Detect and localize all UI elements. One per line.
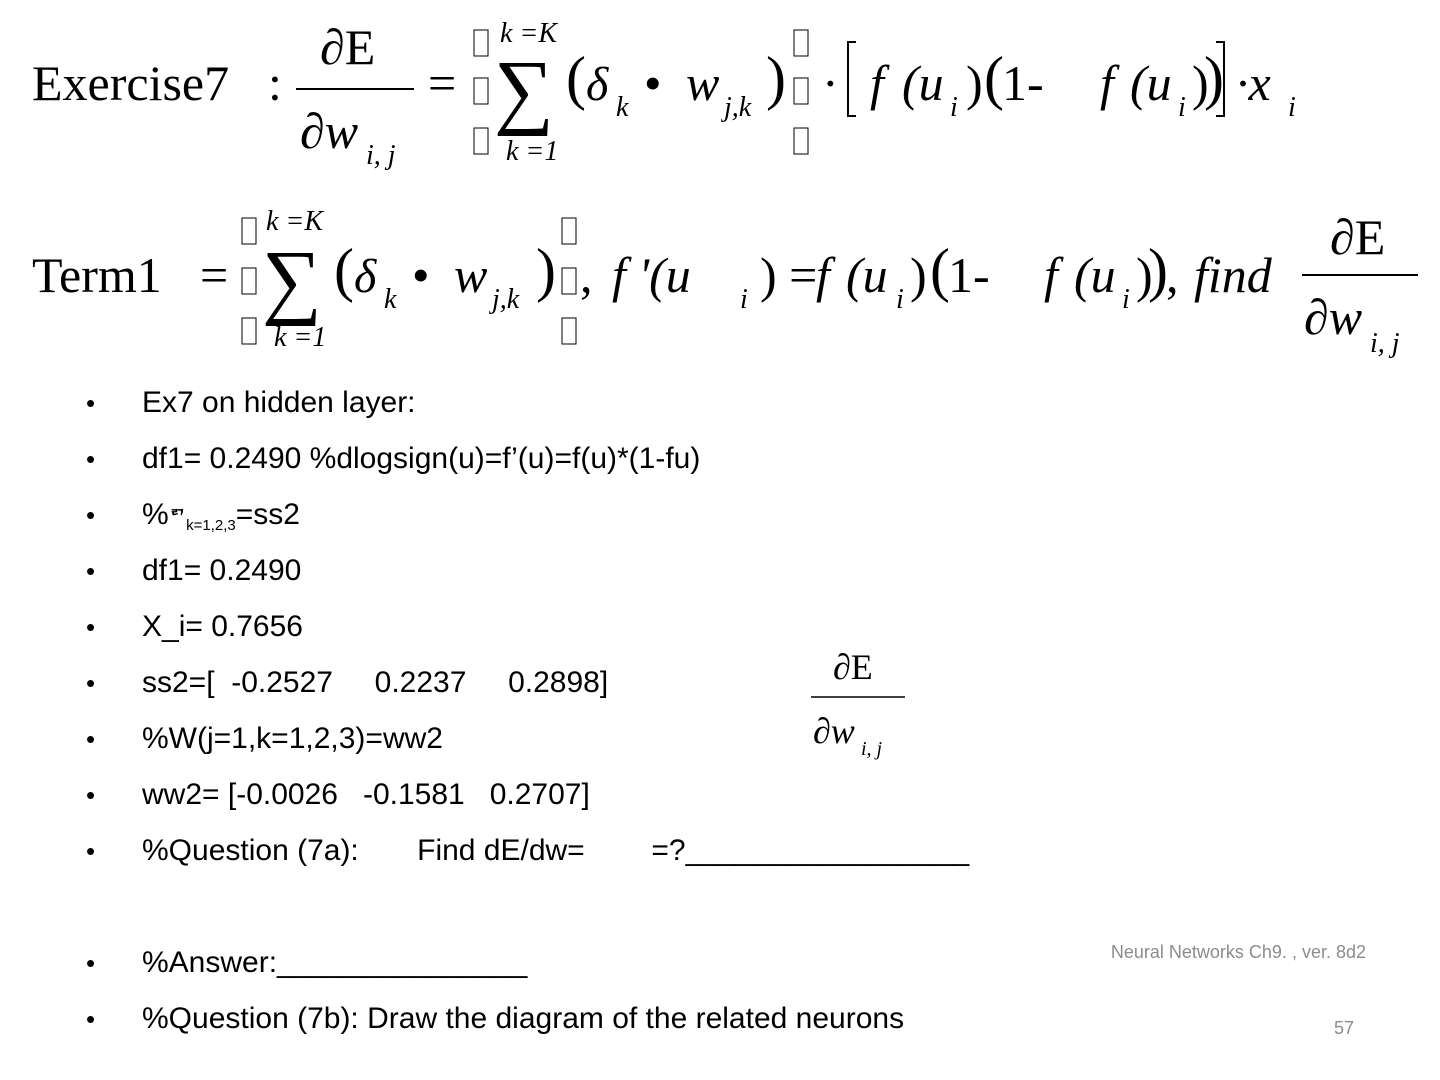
equation-term1	[32, 206, 1418, 359]
list-item: • %Question (7b): Draw the diagram of the related neurons	[80, 991, 969, 1047]
eq1-sum-top: k =K	[500, 18, 557, 49]
eq1-bullet-op: •	[644, 55, 662, 111]
eq1-missing-glyph	[794, 128, 808, 154]
eq1-equals: =	[428, 55, 457, 111]
eq2-close1: )	[910, 247, 927, 303]
eq2-missing-glyph	[562, 218, 576, 244]
bullet-dot: •	[86, 388, 96, 418]
eq2-open-paren2: (	[930, 237, 950, 303]
eq2-fprime: f '(u	[612, 247, 691, 303]
eq2-u1: (u	[846, 247, 888, 303]
eq2-sum-top: k =K	[266, 206, 323, 237]
eq1-u2: (u	[1130, 55, 1172, 111]
eq2-one-minus: 1-	[948, 247, 990, 303]
eq2-u1-sub: i	[896, 284, 904, 315]
eq2-equals: =	[200, 247, 229, 303]
eq1-delta: δ	[586, 58, 609, 111]
eq1-den: ∂w	[300, 103, 359, 159]
eq2-close2: )	[1136, 247, 1153, 303]
bullet-dot: •	[86, 836, 96, 866]
eq1-open-bracket	[848, 42, 856, 116]
eq2-f2: f	[1044, 247, 1058, 303]
eq1-w-sub: j,k	[724, 92, 752, 123]
eq1-u1: (u	[902, 55, 944, 111]
eq1-x-sub: i	[1288, 92, 1296, 123]
eq1-open-paren2: (	[984, 45, 1004, 111]
eq1-missing-glyph	[474, 128, 488, 154]
eq2-den: ∂w	[1304, 289, 1363, 345]
eq1-dot-x: ·x	[1236, 55, 1271, 111]
eq1-f1: f	[870, 55, 884, 111]
eq2-w: w	[454, 247, 488, 303]
eq1-dot1: ·	[822, 55, 839, 111]
eq2-missing-glyph	[242, 268, 256, 294]
eq2-open-paren: (	[334, 237, 354, 303]
list-item: • %Question (7a): Find dE/dw= =?_________________	[80, 823, 969, 879]
eq2-sigma: ∑	[262, 234, 322, 327]
list-item: • ss2=[ -0.2527 0.2237 0.2898]	[80, 655, 969, 711]
list-item: • %W(j=1,k=1,2,3)=ww2	[80, 711, 969, 767]
eq2-delta: δ	[354, 250, 377, 303]
bullet-dot: •	[86, 444, 96, 474]
bullet-dot: •	[86, 612, 96, 642]
eq1-u2-sub: i	[1178, 92, 1186, 123]
list-item: • ww2= [-0.0026 -0.1581 0.2707]	[80, 767, 969, 823]
eq2-find: find	[1194, 247, 1272, 303]
eq1-close1: )	[966, 55, 983, 111]
equations	[0, 0, 1440, 380]
eq2-den-sub: i, j	[1370, 328, 1400, 359]
eq2-u2-sub: i	[1122, 284, 1130, 315]
bullet-dot: •	[86, 668, 96, 698]
page-number: 57	[1333, 1018, 1354, 1038]
bullet-dot: •	[86, 1004, 96, 1034]
eq2-missing-glyph	[562, 318, 576, 344]
eq1-close-paren: )	[766, 45, 786, 111]
eq2-sum-bottom: k =1	[274, 322, 327, 353]
eq1-u1-sub: i	[950, 92, 958, 123]
eq1-w: w	[686, 55, 720, 111]
eq1-label: Exercise7	[32, 55, 230, 111]
bullet-dot: •	[86, 500, 96, 530]
eq2-w-sub: j,k	[492, 284, 520, 315]
eq2-bullet-op: •	[412, 247, 430, 303]
eq2-numerator: ∂E	[1330, 209, 1386, 265]
eq1-one-minus: 1-	[1002, 55, 1044, 111]
unknown-symbol: ᄅᄀ	[168, 508, 187, 528]
list-item: • Ex7 on hidden layer:	[80, 375, 969, 431]
eq1-sigma: ∑	[494, 44, 554, 137]
eq2-rhs-eq: ) =	[760, 247, 818, 303]
eq2-missing-glyph	[562, 268, 576, 294]
eq2-delta-sub: k	[384, 284, 397, 315]
eq2-label: Term1	[32, 247, 162, 303]
eq1-f2: f	[1100, 55, 1114, 111]
eq1-missing-glyph	[474, 30, 488, 56]
list-spacer	[80, 879, 969, 935]
eq1-numerator: ∂E	[320, 19, 376, 75]
list-item: • df1= 0.2490 %dlogsign(u)=f’(u)=f(u)*(1-fu)	[80, 431, 969, 487]
eq2-close-paren3: )	[1148, 237, 1168, 303]
list-item: • df1= 0.2490	[80, 543, 969, 599]
mini-den-sub: i, j	[861, 738, 883, 760]
list-item: • X_i= 0.7656	[80, 599, 969, 655]
eq1-open-paren: (	[566, 45, 586, 111]
slide-footer: Neural Networks Ch9. , ver. 8d2	[1110, 942, 1366, 962]
eq2-f1: f	[816, 247, 830, 303]
bullet-dot: •	[86, 948, 96, 978]
eq1-den-sub: i, j	[366, 140, 396, 171]
mini-numerator: ∂E	[833, 647, 873, 687]
mini-den: ∂w	[813, 711, 855, 751]
eq1-missing-glyph	[474, 78, 488, 104]
eq1-missing-glyph	[794, 30, 808, 56]
eq1-close2: )	[1192, 55, 1209, 111]
eq2-missing-glyph	[242, 218, 256, 244]
bullet-dot: •	[86, 556, 96, 586]
eq1-close-paren3: )	[1204, 45, 1224, 111]
list-item: • %Answer:_______________	[80, 935, 969, 991]
eq2-close-paren: )	[536, 237, 556, 303]
bullet-dot: •	[86, 780, 96, 810]
eq2-u2: (u	[1074, 247, 1116, 303]
eq1-missing-glyph	[794, 78, 808, 104]
eq1-colon: :	[268, 55, 282, 111]
equation-exercise7	[32, 18, 1296, 171]
eq2-missing-glyph	[242, 318, 256, 344]
eq1-sum-bottom: k =1	[506, 136, 559, 167]
bullet-dot: •	[86, 724, 96, 754]
eq2-comma2: ,	[1166, 247, 1179, 303]
eq2-comma: ,	[580, 247, 593, 303]
mini-fraction	[805, 645, 915, 765]
list-item: • %ᄅᄀ$_{k=1,2,3}$=ss2	[80, 487, 969, 543]
eq1-delta-sub: k	[616, 92, 629, 123]
eq2-u-sub: i	[740, 284, 748, 315]
